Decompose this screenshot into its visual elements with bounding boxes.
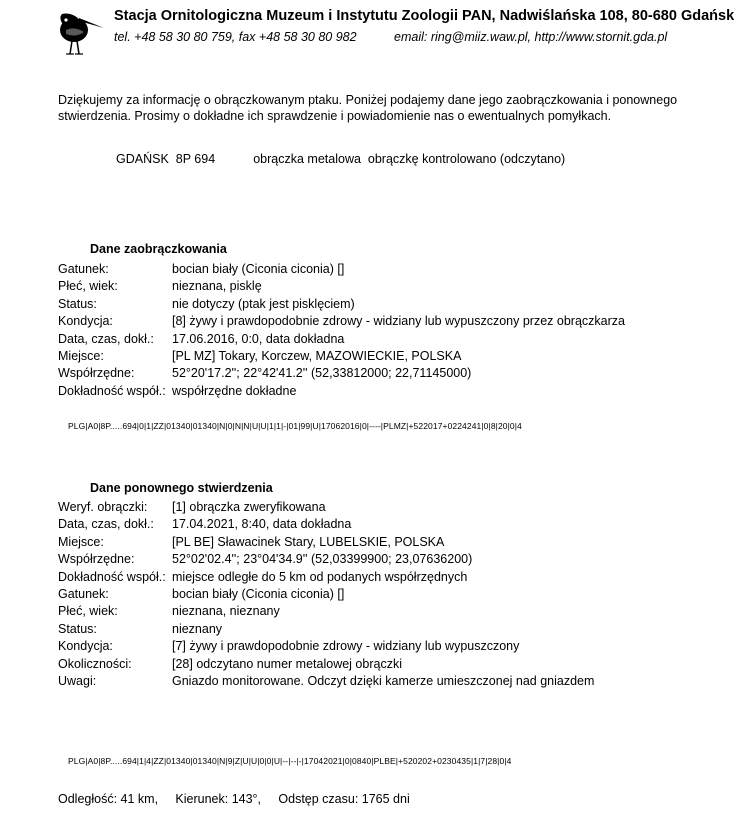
detail-row [58,674,718,691]
detail-label: Płeć, wiek: [58,604,118,619]
detail-label: Data, czas, dokł.: [58,331,154,346]
detail-label: Okoliczności: [58,656,132,671]
detail-label: Dokładność współ.: [58,569,166,584]
detail-row [58,639,718,656]
detail-row [58,349,718,366]
header-phone: tel. +48 58 30 80 759, fax +48 58 30 80 982 [114,30,357,44]
detail-label: Status: [58,621,97,636]
ringing-code: PLG|A0|8P.....694|0|1|ZZ|01340|01340|N|0|N|N|U|U|1|1|-|01|99|U|17062016|0|----|PLMZ|+522017+0224241|0|8|20|0|4 [68,421,522,431]
detail-label: Miejsce: [58,534,104,549]
detail-value: [1] obrączka zweryfikowana [172,500,326,514]
recovery-code: PLG|A0|8P.....694|1|4|ZZ|01340|01340|N|9|Z|U|U|0|0|U|--|--|-|17042021|0|0840|PLBE|+520202+0230435|1|7|28|0|4 [68,756,512,766]
detail-label: Współrzędne: [58,366,135,381]
detail-row [58,332,718,349]
detail-label: Uwagi: [58,673,97,688]
detail-row [58,279,718,296]
header-web: email: ring@miiz.waw.pl, http://www.stornit.gda.pl [394,30,668,44]
header-title: Stacja Ornitologiczna Muzeum i Instytutu Zoologii PAN, Nadwiślańska 108, 80-680 Gdańsk [114,8,735,24]
detail-row [58,657,718,674]
detail-row [58,552,718,569]
detail-label: Data, czas, dokł.: [58,517,154,532]
detail-value: Gniazdo monitorowane. Odczyt dzięki kamerze umieszczonej nad gniazdem [172,673,595,688]
bird-logo-icon [52,8,108,58]
detail-value: 52°02'02.4''; 23°04'34.9'' (52,03399900; 23,07636200) [172,552,473,567]
detail-row [58,366,718,383]
ringing-details [58,262,718,401]
intro-text: Dziękujemy za informację o obrączkowanym ptaku. Poniżej podajemy dane jego zaobrączkowania i ponownego stwierdzenia. Prosimy o dokładne ich sprawdzenie i powiadomienie nas o ewentualnych pomyłkach. [58,93,678,123]
ringing-title: Dane zaobrączkowania [90,242,227,256]
detail-value: nie dotyczy (ptak jest pisklęciem) [172,296,355,311]
distance: Odległość: 41 km, [58,792,159,806]
ring-line [116,152,565,166]
detail-value: [PL BE] Sławacinek Stary, LUBELSKIE, POLSKA [172,534,445,549]
detail-label: Gatunek: [58,586,109,601]
detail-label: Współrzędne: [58,552,135,567]
detail-row [58,500,718,517]
detail-value: nieznany [172,621,223,636]
detail-value: [28] odczytano numer metalowej obrączki [172,656,402,671]
detail-label: Kondycja: [58,639,113,654]
direction: Kierunek: 143°, [175,792,262,806]
detail-value: nieznana, pisklę [172,279,262,294]
detail-row [58,314,718,331]
detail-row [58,587,718,604]
detail-value: 17.06.2016, 0:0, data dokładna [172,331,345,346]
header-contact [114,30,668,44]
detail-row [58,297,718,314]
detail-label: Weryf. obrączki: [58,500,148,514]
summary-line [58,792,410,806]
detail-row [58,570,718,587]
ring-status: obrączkę kontrolowano (odczytano) [367,152,566,166]
detail-row [58,604,718,621]
ring-type: obrączka metalowa [253,152,361,166]
ring-number: 8P 694 [175,152,216,166]
detail-value: miejsce odległe do 5 km od podanych współrzędnych [172,569,468,584]
detail-value: 17.04.2021, 8:40, data dokładna [172,517,352,532]
detail-row [58,622,718,639]
detail-row [58,517,718,534]
recovery-details [58,500,718,691]
detail-label: Status: [58,296,97,311]
detail-value: nieznana, nieznany [172,604,280,619]
detail-label: Miejsce: [58,348,104,363]
detail-value: współrzędne dokładne [172,383,297,398]
detail-value: [PL MZ] Tokary, Korczew, MAZOWIECKIE, POLSKA [172,348,462,363]
detail-value: [8] żywy i prawdopodobnie zdrowy - widziany lub wypuszczony przez obrączkarza [172,314,625,329]
detail-label: Gatunek: [58,262,109,276]
detail-label: Dokładność współ.: [58,383,166,398]
detail-value: 52°20'17.2''; 22°42'41.2'' (52,33812000; 22,71145000) [172,366,472,381]
recovery-title: Dane ponownego stwierdzenia [90,481,273,495]
detail-value: [7] żywy i prawdopodobnie zdrowy - widziany lub wypuszczony [172,639,520,654]
detail-value: bocian biały (Ciconia ciconia) [] [172,262,345,276]
ring-scheme: GDAŃSK [116,152,169,166]
detail-label: Płeć, wiek: [58,279,118,294]
elapsed-time: Odstęp czasu: 1765 dni [278,792,410,806]
detail-row [58,262,718,279]
detail-row [58,535,718,552]
detail-label: Kondycja: [58,314,113,329]
detail-row [58,384,718,401]
detail-value: bocian biały (Ciconia ciconia) [] [172,586,345,601]
